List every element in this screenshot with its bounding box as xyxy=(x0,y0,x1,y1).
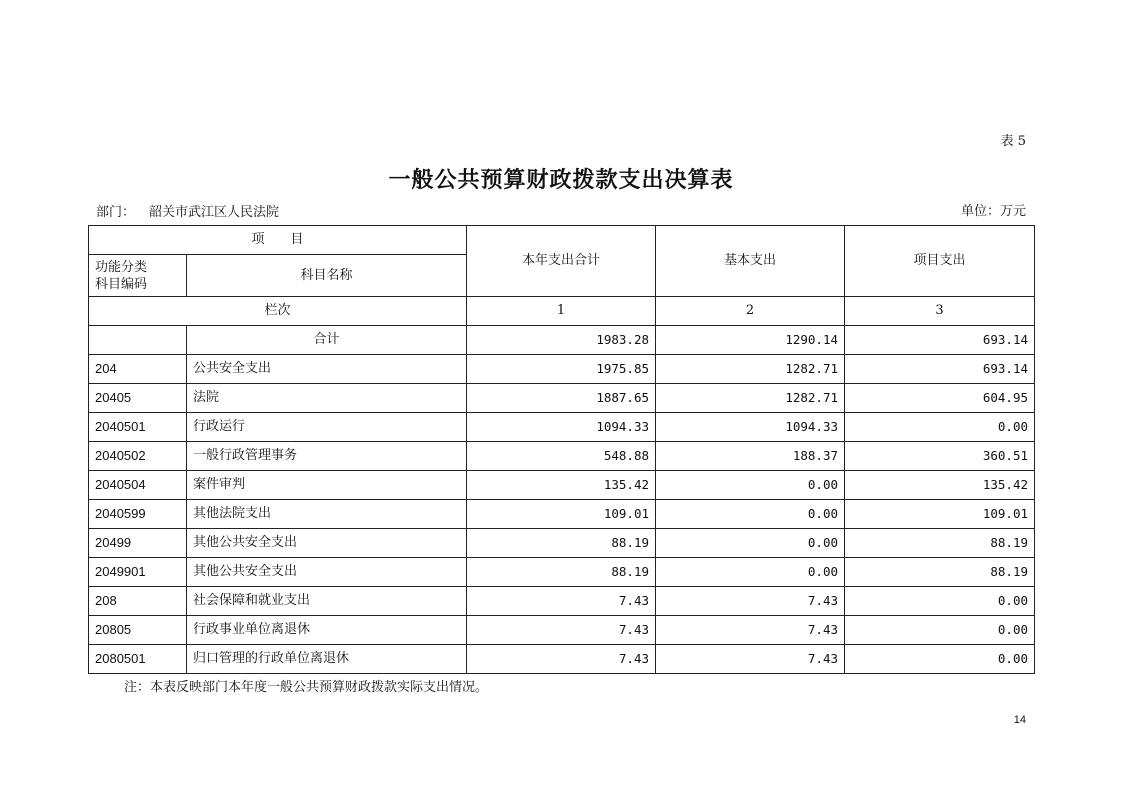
row-total: 1975.85 xyxy=(467,355,656,384)
table-row xyxy=(89,558,1035,587)
page-number: 14 xyxy=(1013,714,1026,726)
department-line xyxy=(96,201,279,220)
table-row xyxy=(89,645,1035,674)
row-project: 0.00 xyxy=(845,413,1035,442)
row-basic: 0.00 xyxy=(656,529,845,558)
row-total: 1094.33 xyxy=(467,413,656,442)
table-row xyxy=(89,529,1035,558)
header-func-code xyxy=(89,255,187,297)
row-code: 2040504 xyxy=(89,471,187,500)
column-index-1: 1 xyxy=(467,297,656,326)
summary-label: 合计 xyxy=(187,326,467,355)
row-name: 归口管理的行政单位离退休 xyxy=(187,645,467,674)
row-total: 1887.65 xyxy=(467,384,656,413)
row-basic: 188.37 xyxy=(656,442,845,471)
table-row xyxy=(89,355,1035,384)
row-basic: 0.00 xyxy=(656,558,845,587)
row-project: 0.00 xyxy=(845,616,1035,645)
row-name: 其他公共安全支出 xyxy=(187,558,467,587)
row-name: 社会保障和就业支出 xyxy=(187,587,467,616)
row-code: 2080501 xyxy=(89,645,187,674)
footnote: 注：本表反映部门本年度一般公共预算财政拨款实际支出情况。 xyxy=(124,680,489,695)
table-row xyxy=(89,500,1035,529)
row-code: 2040501 xyxy=(89,413,187,442)
header-project: 项目支出 xyxy=(845,226,1035,297)
summary-basic: 1290.14 xyxy=(656,326,845,355)
row-total: 88.19 xyxy=(467,558,656,587)
column-index-row xyxy=(89,297,1035,326)
row-project: 88.19 xyxy=(845,558,1035,587)
row-name: 案件审判 xyxy=(187,471,467,500)
unit-label: 单位：万元 xyxy=(960,204,1026,219)
row-project: 0.00 xyxy=(845,645,1035,674)
department-label: 部门： xyxy=(96,205,136,220)
row-code: 20499 xyxy=(89,529,187,558)
header-row-1 xyxy=(89,226,1035,255)
row-project: 693.14 xyxy=(845,355,1035,384)
summary-project: 693.14 xyxy=(845,326,1035,355)
row-total: 548.88 xyxy=(467,442,656,471)
summary-row xyxy=(89,326,1035,355)
page-title: 一般公共预算财政拨款支出决算表 xyxy=(388,168,734,193)
row-basic: 0.00 xyxy=(656,471,845,500)
row-name: 法院 xyxy=(187,384,467,413)
row-project: 0.00 xyxy=(845,587,1035,616)
table-row xyxy=(89,587,1035,616)
row-name: 一般行政管理事务 xyxy=(187,442,467,471)
row-code: 20805 xyxy=(89,616,187,645)
row-name: 其他法院支出 xyxy=(187,500,467,529)
row-code: 20405 xyxy=(89,384,187,413)
column-index-3: 3 xyxy=(845,297,1035,326)
expenditure-table xyxy=(88,225,1035,674)
row-total: 7.43 xyxy=(467,587,656,616)
table-number: 表 5 xyxy=(1000,134,1026,149)
row-basic: 1282.71 xyxy=(656,384,845,413)
row-project: 360.51 xyxy=(845,442,1035,471)
header-basic: 基本支出 xyxy=(656,226,845,297)
row-total: 135.42 xyxy=(467,471,656,500)
column-index-label: 栏次 xyxy=(89,297,467,326)
row-project: 88.19 xyxy=(845,529,1035,558)
row-name: 公共安全支出 xyxy=(187,355,467,384)
row-code: 208 xyxy=(89,587,187,616)
row-basic: 7.43 xyxy=(656,645,845,674)
department-value: 韶关市武江区人民法院 xyxy=(149,205,280,220)
row-basic: 1282.71 xyxy=(656,355,845,384)
header-subject-name: 科目名称 xyxy=(187,255,467,297)
row-basic: 1094.33 xyxy=(656,413,845,442)
row-name: 行政运行 xyxy=(187,413,467,442)
header-func-code-line1: 功能分类 xyxy=(95,259,148,275)
row-code: 204 xyxy=(89,355,187,384)
table-row xyxy=(89,413,1035,442)
row-total: 7.43 xyxy=(467,616,656,645)
column-index-2: 2 xyxy=(656,297,845,326)
row-total: 7.43 xyxy=(467,645,656,674)
header-func-code-line2: 科目编码 xyxy=(95,276,148,292)
row-project: 604.95 xyxy=(845,384,1035,413)
table-row xyxy=(89,384,1035,413)
row-total: 88.19 xyxy=(467,529,656,558)
row-total: 109.01 xyxy=(467,500,656,529)
header-total: 本年支出合计 xyxy=(467,226,656,297)
row-code: 2040502 xyxy=(89,442,187,471)
row-name: 其他公共安全支出 xyxy=(187,529,467,558)
summary-code-cell xyxy=(89,326,187,355)
summary-total: 1983.28 xyxy=(467,326,656,355)
table-row xyxy=(89,616,1035,645)
row-project: 135.42 xyxy=(845,471,1035,500)
row-basic: 7.43 xyxy=(656,616,845,645)
row-basic: 0.00 xyxy=(656,500,845,529)
header-item: 项 目 xyxy=(89,226,467,255)
row-name: 行政事业单位离退休 xyxy=(187,616,467,645)
row-code: 2049901 xyxy=(89,558,187,587)
table-row xyxy=(89,471,1035,500)
row-basic: 7.43 xyxy=(656,587,845,616)
row-project: 109.01 xyxy=(845,500,1035,529)
row-code: 2040599 xyxy=(89,500,187,529)
table-row xyxy=(89,442,1035,471)
